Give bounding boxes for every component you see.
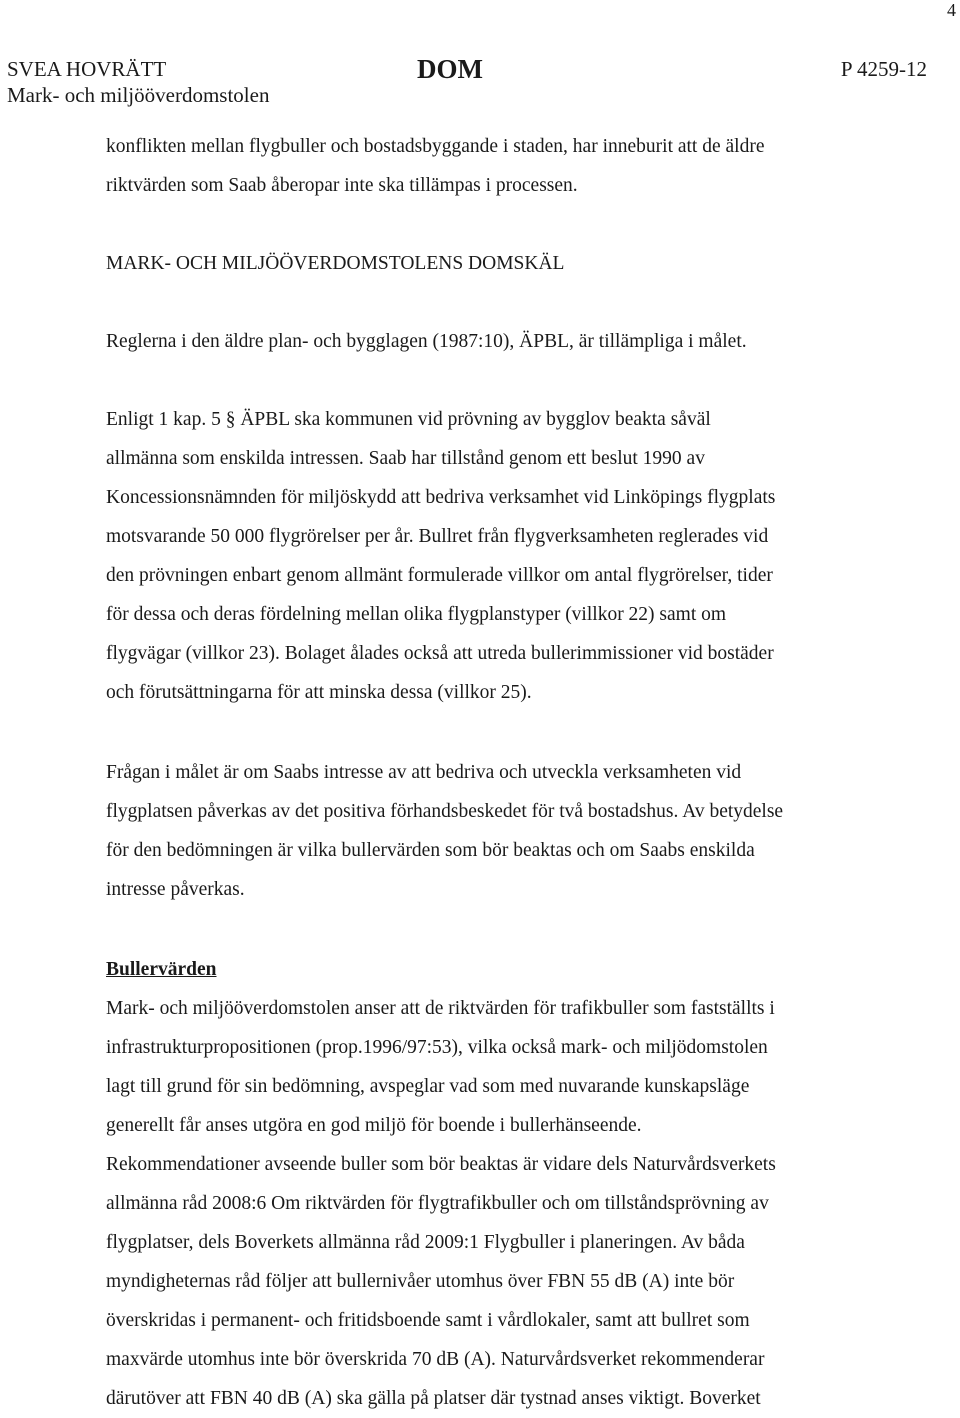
document-body	[106, 127, 896, 1418]
subheading: Bullervärden	[106, 959, 217, 980]
paragraph-line: för den bedömningen är vilka bullervärden som bör beaktas och om Saabs enskilda	[106, 840, 755, 861]
paragraph-line: flygplatser, dels Boverkets allmänna råd 2009:1 Flygbuller i planeringen. Av båda	[106, 1232, 745, 1253]
paragraph-line: och förutsättningarna för att minska dessa (villkor 25).	[106, 682, 532, 703]
paragraph-line: infrastrukturpropositionen (prop.1996/97:53), vilka också mark- och miljödomstolen	[106, 1037, 768, 1058]
paragraph-line: motsvarande 50 000 flygrörelser per år. Bullret från flygverksamheten reglerades vid	[106, 526, 769, 547]
paragraph-line: därutöver att FBN 40 dB (A) ska gälla på platser där tystnad anses viktigt. Boverket	[106, 1388, 761, 1409]
court-block	[7, 56, 269, 108]
paragraph-line: maxvärde utomhus inte bör överskrida 70 dB (A). Naturvårdsverket rekommenderar	[106, 1349, 765, 1370]
document-type: DOM	[417, 54, 483, 84]
paragraph-line: den prövningen enbart genom allmänt formulerade villkor om antal flygrörelser, tider	[106, 565, 773, 586]
court-name: SVEA HOVRÄTT	[7, 57, 167, 81]
paragraph-line: Frågan i målet är om Saabs intresse av att bedriva och utveckla verksamheten vid	[106, 762, 742, 783]
document-header	[7, 56, 927, 108]
paragraph-line: överskridas i permanent- och fritidsboende samt i vårdlokaler, samt att bullret som	[106, 1310, 750, 1331]
paragraph-line: Koncessionsnämnden för miljöskydd att bedriva verksamhet vid Linköpings flygplats	[106, 487, 776, 508]
paragraph-line: riktvärden som Saab åberopar inte ska tillämpas i processen.	[106, 175, 578, 196]
paragraph-line: intresse påverkas.	[106, 879, 245, 900]
court-division: Mark- och miljööverdomstolen	[7, 83, 270, 107]
paragraph-line: Mark- och miljööverdomstolen anser att de riktvärden för trafikbuller som fastställts i	[106, 998, 775, 1019]
paragraph-line: lagt till grund för sin bedömning, avspeglar vad som med nuvarande kunskapsläge	[106, 1076, 750, 1097]
paragraph-line: allmänna råd 2008:6 Om riktvärden för flygtrafikbuller och om tillståndsprövning av	[106, 1193, 769, 1214]
paragraph-line: för dessa och deras fördelning mellan olika flygplanstyper (villkor 22) samt om	[106, 604, 727, 625]
paragraph-line: Reglerna i den äldre plan- och bygglagen (1987:10), ÄPBL, är tillämpliga i målet.	[106, 331, 747, 352]
paragraph-line: generellt får anses utgöra en god miljö för boende i bullerhänseende.	[106, 1115, 642, 1136]
paragraph-line: flygvägar (villkor 23). Bolaget ålades också att utreda bullerimmissioner vid bostäder	[106, 643, 774, 664]
paragraph-line: flygplatsen påverkas av det positiva förhandsbeskedet för två bostadshus. Av betydelse	[106, 801, 784, 822]
page-number: 4	[947, 0, 956, 20]
paragraph-line: allmänna som enskilda intressen. Saab har tillstånd genom ett beslut 1990 av	[106, 448, 705, 469]
case-number: P 4259-12	[840, 57, 927, 81]
paragraph-line: myndigheternas råd följer att bullernivåer utomhus över FBN 55 dB (A) inte bör	[106, 1271, 735, 1292]
paragraph-line: Rekommendationer avseende buller som bör beaktas är vidare dels Naturvårdsverkets	[106, 1154, 776, 1175]
paragraph-line: Enligt 1 kap. 5 § ÄPBL ska kommunen vid prövning av bygglov beakta såväl	[106, 409, 711, 430]
paragraph-line: konflikten mellan flygbuller och bostadsbyggande i staden, har inneburit att de äldre	[106, 136, 765, 157]
section-heading: MARK- OCH MILJÖÖVERDOMSTOLENS DOMSKÄL	[106, 253, 565, 274]
